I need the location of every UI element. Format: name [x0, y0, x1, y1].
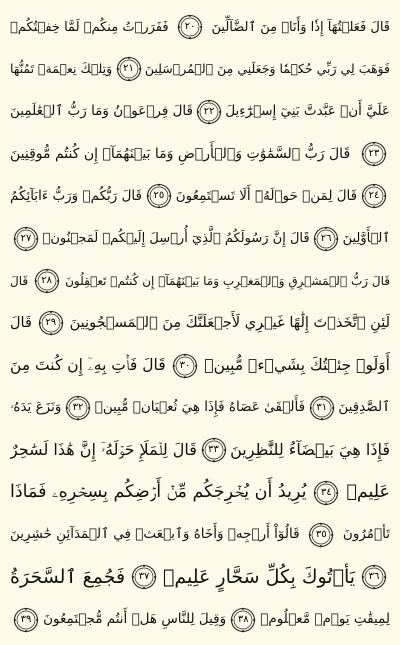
verse-number: ٣١ [316, 402, 328, 414]
verse-number: ٣٤ [321, 486, 332, 498]
verse-lines [10, 6, 390, 641]
verse-number: ٢٣ [368, 148, 380, 160]
verse-number-marker [196, 99, 222, 125]
verse-number-marker [177, 14, 203, 40]
verse-text: ٱلۡأَوَّلِينَ [342, 231, 390, 247]
verse-number: ٢٥ [153, 190, 165, 202]
verse-number-marker [146, 183, 172, 209]
verse-text: فَأَلۡقَىٰ عَصَاهُ فَإِذَا هِيَ ثُعۡبَانٞ مُّبِينٞ [94, 399, 306, 416]
verse-number: ٣٥ [315, 529, 327, 541]
verse-number-marker [361, 141, 387, 167]
verse-number-marker [361, 183, 387, 209]
verse-number-marker [313, 226, 339, 252]
verse-text: أَوَلَوۡ جِئۡتُكَ بِشَيۡءٖ مُّبِينٖ [204, 356, 390, 375]
verse-text: وَتِلۡكَ نِعۡمَةٞ تَمُنُّهَا [10, 61, 113, 77]
verse-number-marker [13, 607, 39, 633]
verse-number-marker [38, 310, 64, 336]
verse-text: قَالَ فَأۡتِ بِهِۦٓ إِن كُنتَ مِنَ [10, 356, 166, 375]
text-line [10, 387, 390, 429]
text-line [10, 218, 390, 260]
verse-text: فَإِذَا هِيَ بَيۡضَآءُ لِلنَّٰظِرِينَ [230, 440, 390, 460]
verse-number-marker [230, 607, 256, 633]
verse-number: ٣٢ [72, 402, 84, 414]
verse-number: ٢٧ [20, 232, 32, 244]
text-line [10, 556, 390, 598]
verse-number: ٣٦ [368, 571, 380, 583]
verse-number: ٢٢ [203, 105, 215, 117]
verse-number: ٣٧ [138, 571, 150, 583]
verse-number-marker [313, 480, 339, 506]
verse-text: عَلَيَّ أَنۡ عَبَّدتَّ بَنِيٓ إِسۡرَٰٓءِيلَ [225, 103, 390, 120]
verse-text: قَالَ فَعَلۡتُهَآ إِذٗا وَأَنَا۠ مِنَ ٱلضَّآلِّينَ [211, 19, 390, 35]
text-line [10, 6, 390, 48]
verse-text: قَالَ رَبُّ ٱلۡمَشۡرِقِ وَٱلۡمَغۡرِبِ وَمَا بَيۡنَهُمَآۖ إِن كُنتُمۡ تَعۡقِلُونَ [65, 274, 390, 289]
text-line [10, 514, 390, 556]
verse-number-marker [172, 353, 198, 379]
verse-text: قَالَ إِنَّ رَسُولَكُمُ ٱلَّذِيٓ أُرۡسِلَ إِلَيۡكُمۡ لَمَجۡنُونٞ [42, 231, 310, 247]
verse-text: قَالَ [10, 315, 32, 332]
text-line [10, 260, 390, 302]
verse-text: قَالَ [10, 274, 29, 289]
verse-number: ٢٠ [184, 21, 196, 33]
verse-number-marker [201, 437, 227, 463]
verse-number: ٢١ [123, 63, 134, 75]
verse-number-marker [13, 226, 39, 252]
verse-text: قَالَ فِرۡعَوۡنُ وَمَا رَبُّ ٱلۡعَٰلَمِينَ [10, 103, 193, 120]
verse-number: ٢٦ [320, 232, 332, 244]
verse-number: ٢٨ [41, 275, 52, 287]
verse-text: لِمِيقَٰتِ يَوۡمٖ مَّعۡلُومٖ [260, 611, 390, 627]
verse-text: يَأۡتُوكَ بِكُلِّ سَحَّارٍ عَلِيمٖ [162, 565, 356, 588]
verse-text: لَئِنِ ٱتَّخَذۡتَ إِلَٰهًا غَيۡرِي لَأَجۡعَلَنَّكَ مِنَ ٱلۡمَسۡجُونِينَ [69, 315, 390, 332]
verse-text: وَقِيلَ لِلنَّاسِ هَلۡ أَنتُم مُّجۡتَمِعُونَ [43, 611, 227, 627]
verse-text: قَالَ رَبُّكُمۡ وَرَبُّ ءَابَآئِكُمُ [10, 187, 142, 204]
text-line [10, 48, 390, 90]
text-line [10, 472, 390, 514]
verse-number: ٢٤ [368, 190, 380, 202]
verse-text: ٱلصَّٰدِقِينَ [338, 399, 390, 416]
text-line [10, 345, 390, 387]
text-line [10, 429, 390, 471]
verse-text: فَوَهَبَ لِي رَبِّي حُكۡمٗا وَجَعَلَنِي مِنَ ٱلۡمُرۡسَلِينَ [144, 61, 390, 77]
verse-text: قَالَ رَبُّ ٱلسَّمَٰوَٰتِ وَٱلۡأَرۡضِ وَمَا بَيۡنَهُمَآۖ إِن كُنتُم مُّوقِنِينَ [10, 146, 351, 163]
text-line [10, 599, 390, 641]
verse-number: ٣٣ [208, 444, 219, 456]
text-line [10, 91, 390, 133]
verse-number-marker [131, 564, 157, 590]
verse-text: وَنَزَعَ يَدَهُۥ [10, 399, 62, 416]
verse-text: فَفَرَرۡتُ مِنكُمۡ لَمَّا خِفۡتُكُمۡ [10, 19, 169, 35]
verse-text: يُرِيدُ أَن يُخۡرِجَكُم مِّنۡ أَرۡضِكُم بِسِحۡرِهِۦ فَمَاذَا [10, 482, 307, 503]
verse-number: ٣٨ [237, 613, 249, 625]
verse-text: قَالَ لِلۡمَلَإِ حَوۡلَهُۥٓ إِنَّ هَٰذَا لَسَٰحِرٌ [10, 440, 197, 460]
verse-text: تَأۡمُرُونَ [342, 526, 390, 543]
verse-number: ٢٩ [45, 317, 57, 329]
verse-number-marker [116, 56, 142, 82]
verse-text: عَلِيمٞ [346, 482, 390, 503]
verse-number-marker [309, 395, 335, 421]
verse-text: قَالُوٓاْ أَرۡجِهۡ وَأَخَاهُ وَٱبۡعَثۡ فِي ٱلۡمَدَآئِنِ حَٰشِرِينَ [10, 526, 300, 543]
text-line [10, 175, 390, 217]
verse-number-marker [308, 522, 334, 548]
verse-number-marker [65, 395, 91, 421]
verse-number: ٣٠ [179, 359, 191, 371]
verse-number-marker [34, 268, 60, 294]
text-line [10, 302, 390, 344]
verse-number: ٣٩ [20, 613, 32, 625]
text-line [10, 133, 390, 175]
verse-text: قَالَ لِمَنۡ حَوۡلَهُۥٓ أَلَا تَسۡتَمِعُونَ [175, 187, 358, 204]
verse-text: فَجُمِعَ ٱلسَّحَرَةُ [10, 565, 126, 588]
verse-number-marker [361, 564, 387, 590]
